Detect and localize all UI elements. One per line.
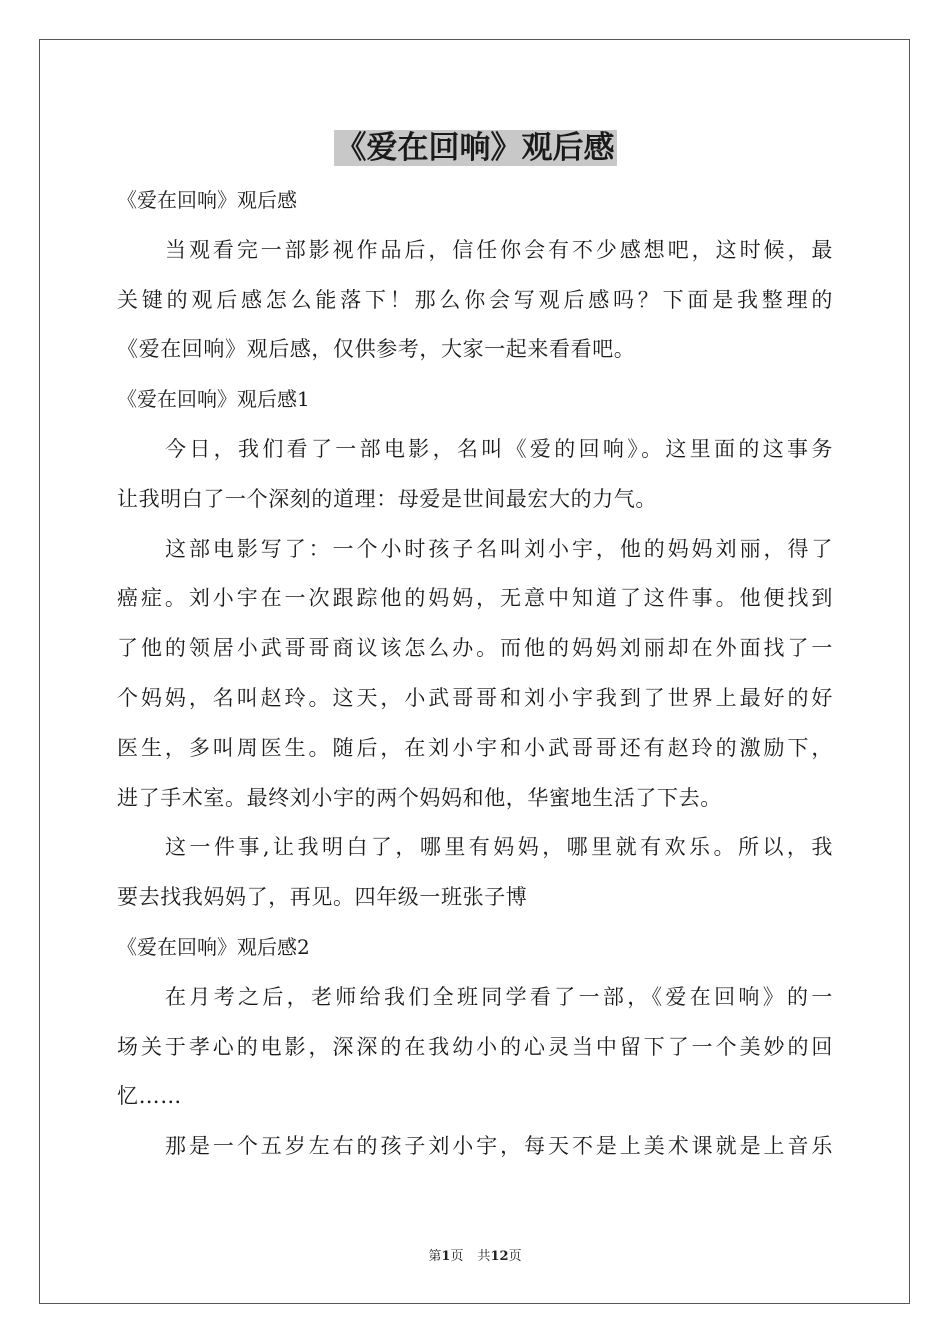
section-heading: 《爱在回响》观后感1 bbox=[117, 387, 310, 412]
paragraph-line: 这一件事,让我明白了，哪里有妈妈，哪里就有欢乐。所以，我 bbox=[165, 835, 833, 860]
paragraph-line: 进了手术室。最终刘小宇的两个妈妈和他，华蜜地生活了下去。 bbox=[117, 785, 722, 810]
paragraph bbox=[117, 525, 833, 824]
paragraph-line: 医生，多叫周医生。随后，在刘小宇和小武哥哥还有赵玲的激励下， bbox=[117, 735, 833, 760]
document-body bbox=[117, 176, 833, 1172]
paragraph-line: 在月考之后，老师给我们全班同学看了一部，《爱在回响》的一 bbox=[165, 984, 833, 1009]
document-title bbox=[0, 126, 950, 170]
section-heading: 《爱在回响》观后感2 bbox=[117, 934, 310, 959]
page-footer bbox=[0, 1245, 950, 1264]
footer-page-prefix: 第 bbox=[428, 1249, 442, 1264]
paragraph-line: 那是一个五岁左右的孩子刘小宇，每天不是上美术课就是上音乐 bbox=[165, 1134, 833, 1159]
paragraph-line: 要去找我妈妈了，再见。四年级一班张子博 bbox=[117, 885, 528, 910]
section-heading: 《爱在回响》观后感 bbox=[117, 188, 297, 212]
document-title-text: 《爱在回响》观后感 bbox=[335, 130, 615, 166]
paragraph-line: 今日，我们看了一部电影，名叫《爱的回响》。这里面的这事务 bbox=[165, 436, 833, 461]
paragraph-line: 这部电影写了：一个小时孩子名叫刘小宇，他的妈妈刘丽，得了 bbox=[165, 536, 833, 561]
footer-page-suffix: 页 bbox=[450, 1249, 464, 1264]
paragraph-line: 个妈妈，名叫赵玲。这天，小武哥哥和刘小宇我到了世界上最好的好 bbox=[117, 685, 833, 710]
paragraph-line: 关键的观后感怎么能落下！那么你会写观后感吗？下面是我整理的 bbox=[117, 287, 833, 312]
footer-total-prefix: 共 bbox=[477, 1249, 491, 1264]
paragraph bbox=[117, 226, 833, 375]
paragraph-line: 了他的领居小武哥哥商议该怎么办。而他的妈妈刘丽却在外面找了一 bbox=[117, 636, 833, 661]
paragraph bbox=[117, 823, 833, 923]
paragraph-line: 《爱在回响》观后感，仅供参考，大家一起来看看吧。 bbox=[117, 337, 636, 362]
paragraph-line: 癌症。刘小宇在一次跟踪他的妈妈，无意中知道了这件事。他便找到 bbox=[117, 586, 833, 611]
footer-total-suffix: 页 bbox=[508, 1249, 522, 1264]
paragraph bbox=[117, 1122, 833, 1172]
paragraph-line: 忆…… bbox=[117, 1084, 182, 1109]
paragraph bbox=[117, 973, 833, 1122]
paragraph-line: 场关于孝心的电影，深深的在我幼小的心灵当中留下了一个美妙的回 bbox=[117, 1034, 833, 1059]
paragraph bbox=[117, 425, 833, 525]
footer-total-pages: 12 bbox=[490, 1249, 509, 1264]
footer-page-number: 1 bbox=[441, 1249, 451, 1264]
paragraph-line: 让我明白了一个深刻的道理：母爱是世间最宏大的力气。 bbox=[117, 486, 657, 511]
paragraph-line: 当观看完一部影视作品后，信任你会有不少感想吧，这时候，最 bbox=[165, 237, 833, 262]
